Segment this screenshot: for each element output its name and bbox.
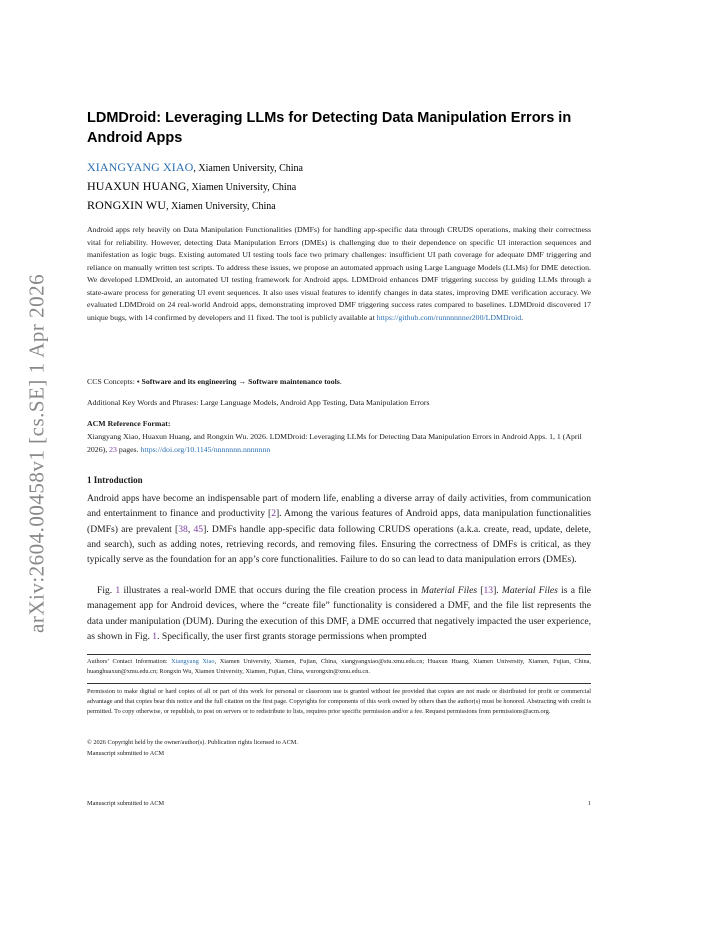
text: [ — [477, 585, 484, 596]
reference-format-label: ACM Reference Format: — [87, 419, 171, 428]
github-link[interactable]: https://github.com/runnnnnner200/LDMDroid — [376, 312, 522, 322]
abstract — [87, 224, 591, 324]
text: ]. DMFs handle app-specific data following CRUDS operations (a.k.a. create, read, update, delete, and search), such as adding notes, retrieving records, and removing files. Ensuring the correctness of DMFs is critical, as they typically serve as the foundation for an app’s core functionalities. Failure to do so can lead to data manipulation errors (DMEs). — [87, 523, 592, 566]
page-count-link[interactable]: 23 — [109, 444, 117, 454]
text: . Specifically, the user first grants storage permissions when prompted — [157, 630, 427, 642]
text: illustrates a real-world DME that occurs during the file creation process in — [120, 585, 422, 596]
running-footer — [87, 800, 591, 807]
citation-link[interactable]: 13 — [483, 585, 494, 596]
abstract-text: Android apps rely heavily on Data Manipulation Functionalities (DMFs) for handling app-specific data through CRUDS operations, making their correctness vital for reliability. However, detecting Data Manipulation Errors (DMEs) is challenging due to their dependence on specific UI interaction sequences and manifestation as logic bugs. Existing automated UI testing tools face two primary challenges: insufficient UI path coverage for adequate DMF triggering and reliance on manually written test scripts. To address these issues, we propose an automated approach using Large Language Models (LLMs) for DME detection. We developed LDMDroid, an automated UI testing framework for Android apps. LDMDroid enhances DMF triggering success by guiding LLMs through a state-aware process for generating UI event sequences. It also uses visual features to identify changes in data states, improving DME verification accuracy. We evaluated LDMDroid on 24 real-world Android apps, demonstrating improved DMF triggering success rates compared to baselines. LDMDroid discovered 17 unique bugs, with 14 confirmed by developers and 11 fixed. The tool is publicly available at — [87, 225, 591, 322]
section-heading: 1 Introduction — [87, 475, 143, 485]
text: Android apps have become an indispensable part of modern life, enabling a diverse array of daily activities, from communication and entertainment to finance and productivity [ — [87, 493, 591, 520]
app-name: Material Files — [421, 585, 478, 596]
author-2 — [87, 179, 296, 194]
ccs-concepts — [87, 376, 591, 389]
reference-format — [87, 431, 591, 456]
text: is a file management app for Android devices, where the “create file” functionality is considered a DMF, and the file list represents the data under manipulation (DUM). During the execution of this DMF, a DME occurred that negatively impacted the user experience, as shown in Fig. — [87, 585, 592, 642]
text: ]. — [493, 585, 502, 596]
pages-word: pages. — [116, 444, 141, 454]
running-footer-text: Manuscript submitted to ACM — [87, 800, 165, 807]
author-affiliation: , Xiamen University, China — [166, 201, 276, 212]
intro-paragraph-1 — [87, 491, 591, 567]
ccs-value: • Software and its engineering → Software maintenance tools — [136, 377, 340, 386]
citation-link[interactable]: 45 — [193, 523, 204, 535]
author-affiliation: , Xiamen University, China — [186, 182, 297, 193]
permission-rule — [87, 683, 591, 684]
citation-link[interactable]: 38 — [178, 523, 188, 535]
ccs-label: CCS Concepts: — [87, 377, 137, 386]
copyright-notice: © 2026 Copyright held by the owner/author(s). Publication rights licensed to ACM. — [87, 739, 298, 746]
text: Authors’ Contact Information: — [87, 658, 172, 665]
abstract-end: . — [521, 312, 524, 322]
author-link[interactable]: Xiangyang Xiao — [171, 658, 215, 665]
arxiv-identifier: arXiv:2604.00458v1 [cs.SE] 1 Apr 2026 — [24, 273, 49, 633]
text: Fig. — [97, 585, 116, 596]
paper-title: LDMDroid: Leveraging LLMs for Detecting Data Manipulation Errors in Android Apps — [87, 110, 572, 146]
figure-link[interactable]: 1 — [152, 630, 158, 642]
doi-link[interactable]: https://doi.org/10.1145/nnnnnnn.nnnnnnn — [140, 444, 271, 454]
author-name: HUAXUN HUANG — [87, 179, 187, 193]
text: , — [187, 523, 194, 535]
author-affiliation: , Xiamen University, China — [193, 163, 303, 174]
submitted-notice: Manuscript submitted to ACM — [87, 750, 165, 757]
author-name: RONGXIN WU — [87, 198, 167, 212]
contact-information — [87, 657, 591, 677]
author-1 — [87, 160, 303, 175]
intro-paragraph-2 — [87, 583, 591, 644]
text: , Xiamen University, Xiamen, Fujian, China, xiangyangxiao@stu.xmu.edu.cn; Huaxun Huang, Xiamen University, Xiamen, Fujian, China, huanghuaxun@xmu.edu.cn; Rongxin Wu, Xiamen University, Xiamen, Fujian, China, wurongxin@xmu.edu.cn. — [87, 658, 591, 675]
footnote-rule — [87, 654, 591, 655]
reference-text: Xiangyang Xiao, Huaxun Huang, and Rongxin Wu. 2026. LDMDroid: Leveraging LLMs for Detecting Data Manipulation Errors in Android Apps. 1, 1 (April 2026), — [87, 432, 582, 454]
keywords: Additional Key Words and Phrases: Large Language Models, Android App Testing, Data Manipulation Errors — [87, 398, 430, 407]
author-3 — [87, 198, 276, 213]
figure-link[interactable]: 1 — [115, 585, 121, 596]
citation-link[interactable]: 2 — [271, 508, 276, 520]
text: ]. Among the various features of Android apps, data manipulation functionalities (DMFs) are prevalent [ — [87, 508, 591, 535]
ccs-end: . — [339, 377, 342, 386]
author-name-link[interactable]: XIANGYANG XIAO — [87, 160, 194, 174]
permission-notice: Permission to make digital or hard copies of all or part of this work for personal or classroom use is granted without fee provided that copies are not made or distributed for profit or commercial advantage and that copies bear this notice and the full citation on the first page. Copyrights for components of this work owned by others than the author(s) must be honored. Abstracting with credit is permitted. To copy otherwise, or republish, to post on servers or to redistribute to lists, requires prior specific permission and/or a fee. Request permissions from permissions@acm.org. — [87, 688, 591, 715]
app-name: Material Files — [501, 585, 558, 596]
page-number: 1 — [587, 800, 591, 807]
